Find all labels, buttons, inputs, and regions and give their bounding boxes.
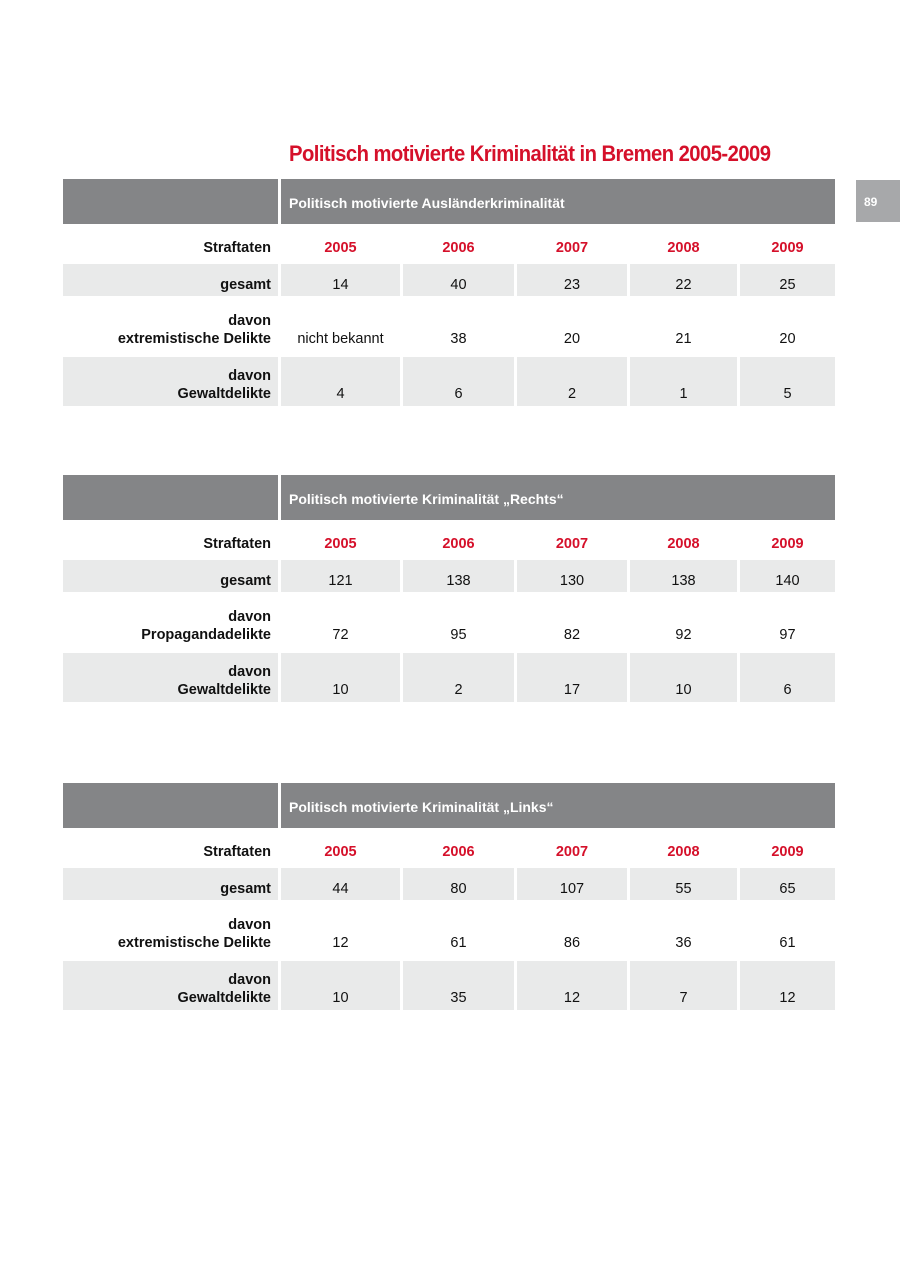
table-cell: 130 [559,573,585,589]
table-cell: 140 [775,573,800,589]
table-cell: 14 [332,277,349,293]
year-label: 2007 [555,240,589,256]
row-label: davon Gewaltdelikte [177,368,271,402]
table-cell: 22 [675,277,692,293]
table-cell: 44 [332,881,349,897]
table-cell: 12 [332,935,349,951]
table-cell: 55 [675,881,692,897]
table-auslaenderkriminalitaet [63,179,835,406]
table-cell: 80 [450,881,467,897]
table-title: Politisch motivierte Kriminalität „Links“ [289,799,554,815]
table-header [63,783,835,828]
year-label: 2006 [442,536,475,552]
table-cell: 107 [559,881,585,897]
year-header-row [63,828,835,868]
table-cell: 21 [675,331,692,347]
table-cell: 1 [679,386,688,402]
year-label: 2005 [324,844,357,860]
table-cell: 17 [563,682,581,698]
year-label: 2008 [667,536,700,552]
table-cell: 6 [783,682,792,698]
table-header [63,475,835,520]
table-cell: 4 [336,386,345,402]
year-label: 2008 [667,844,700,860]
table-cell: 138 [446,573,471,589]
table-cell: 23 [563,277,581,293]
table-cell: 61 [450,935,467,951]
table-row [63,961,835,1010]
row-label-straftaten: Straftaten [203,536,271,552]
year-label: 2006 [442,844,475,860]
table-cell: 65 [779,881,796,897]
table-cell: 10 [332,682,349,698]
table-cell: 92 [675,627,692,643]
table-header [63,179,835,224]
table-cell: 12 [779,990,796,1006]
table-row [63,653,835,702]
table-cell: 38 [450,331,467,347]
table-cell: 6 [454,386,463,402]
year-label: 2009 [771,240,804,256]
page-number-tab: 89 [856,180,900,222]
table-cell: 36 [675,935,692,951]
table-cell: 7 [679,990,688,1006]
row-label: davon Gewaltdelikte [177,972,271,1006]
row-label: gesamt [220,277,271,293]
table-row [63,357,835,406]
table-cell: 61 [779,935,796,951]
table-cell: 2 [454,682,463,698]
table-cell: 121 [328,573,353,589]
table-cell: 35 [450,990,467,1006]
row-label: davon extremistische Delikte [117,917,271,951]
table-cell: 25 [779,277,796,293]
table-cell: 82 [563,627,581,643]
row-label: gesamt [220,881,271,897]
table-cell: 72 [332,627,349,643]
table-cell: 2 [567,386,577,402]
table-cell: 20 [563,331,581,347]
table-cell: nicht bekannt [297,331,384,347]
row-label: gesamt [220,573,271,589]
table-rechts [63,475,835,702]
year-label: 2007 [555,536,589,552]
year-label: 2007 [555,844,589,860]
year-header-row [63,224,835,264]
table-cell: 138 [671,573,696,589]
row-label-straftaten: Straftaten [203,240,271,256]
year-label: 2009 [771,844,804,860]
table-cell: 95 [450,627,467,643]
table-cell: 86 [563,935,581,951]
table-cell: 40 [450,277,467,293]
table-row [63,592,835,653]
table-title: Politisch motivierte Ausländerkriminalität [289,195,565,211]
year-label: 2008 [667,240,700,256]
row-label-straftaten: Straftaten [203,844,271,860]
table-links [63,783,835,1010]
table-row [63,296,835,357]
table-cell: 97 [779,627,796,643]
table-row [63,264,835,296]
year-header-row [63,520,835,560]
row-label: davon Propagandadelikte [141,609,271,643]
table-row [63,560,835,592]
table-row [63,868,835,900]
table-cell: 20 [779,331,796,347]
table-row [63,900,835,961]
table-cell: 10 [332,990,349,1006]
table-cell: 10 [675,682,692,698]
table-cell: 12 [563,990,581,1006]
year-label: 2006 [442,240,475,256]
year-label: 2005 [324,536,357,552]
row-label: davon extremistische Delikte [117,313,271,347]
page-title: Politisch motivierte Kriminalität in Bremen 2005-2009 [289,141,771,166]
year-label: 2009 [771,536,804,552]
row-label: davon Gewaltdelikte [177,664,271,698]
table-cell: 5 [783,386,792,402]
year-label: 2005 [324,240,357,256]
table-title: Politisch motivierte Kriminalität „Rechts“ [289,491,564,507]
